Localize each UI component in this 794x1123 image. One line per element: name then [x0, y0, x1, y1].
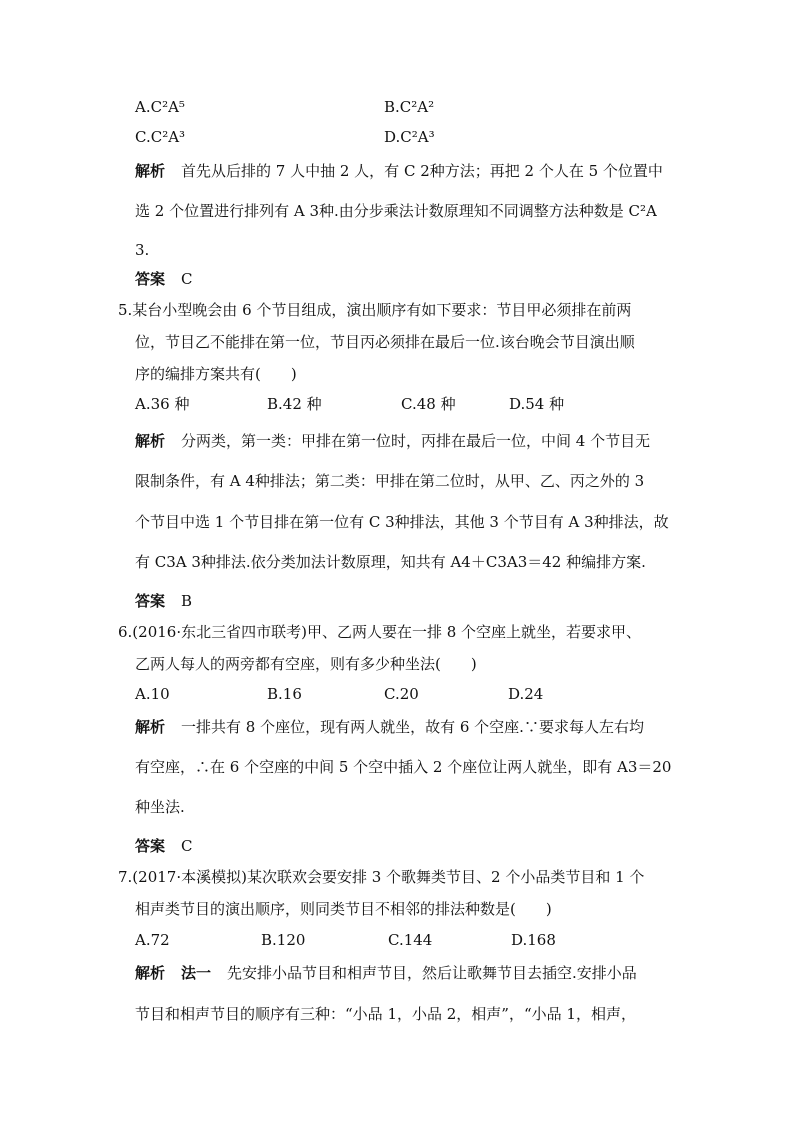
q7-stem-line-2: 相声类节目的演出顺序，则同类节目不相邻的排法种数是( ) — [135, 900, 552, 918]
q7-option-a: A.72 — [135, 931, 170, 949]
explanation-label: 解析 — [135, 718, 166, 736]
q7-option-b: B.120 — [261, 931, 306, 949]
q5-explanation-line-1 — [135, 431, 650, 451]
q6-option-a: A.10 — [135, 685, 170, 703]
q6-stem-line-2: 乙两人每人的两旁都有空座，则有多少种坐法( ) — [135, 655, 477, 673]
answer-value: C — [181, 270, 193, 288]
q5-option-a: A.36 种 — [135, 395, 190, 413]
q6-option-b: B.16 — [267, 685, 302, 703]
method-label: 法一 — [181, 964, 212, 982]
explanation-text: 一排共有 8 个座位，现有两人就坐，故有 6 个空座.∵要求每人左右均 — [181, 718, 644, 736]
q5-stem-line-1: 5.某台小型晚会由 6 个节目组成，演出顺序有如下要求：节目甲必须排在前两 — [118, 301, 632, 319]
explanation-text: 先安排小品节目和相声节目，然后让歌舞节目去插空.安排小品 — [227, 964, 637, 982]
q7-option-d: D.168 — [511, 931, 556, 949]
answer-label: 答案 — [135, 270, 166, 288]
q5-explanation-line-4: 有 C3A 3种排法.依分类加法计数原理，知共有 A4＋C3A3＝42 种编排方案. — [135, 553, 646, 571]
q5-answer — [135, 591, 192, 611]
q4-option-a: A.C²A⁵ — [135, 98, 185, 116]
explanation-label: 解析 — [135, 432, 166, 450]
q7-option-c: C.144 — [388, 931, 433, 949]
answer-value: C — [181, 837, 193, 855]
q5-option-d: D.54 种 — [509, 395, 565, 413]
answer-label: 答案 — [135, 837, 166, 855]
q4-explanation-line-2: 选 2 个位置进行排列有 A 3种.由分步乘法计数原理知不同调整方法种数是 C²A — [135, 202, 657, 220]
q4-explanation-line-3: 3. — [135, 241, 150, 259]
answer-value: B — [181, 592, 193, 610]
explanation-text: 分两类，第一类：甲排在第一位时，丙排在最后一位，中间 4 个节目无 — [181, 432, 651, 450]
explanation-text: 首先从后排的 7 人中抽 2 人，有 C 2种方法；再把 2 个人在 5 个位置中 — [181, 162, 663, 180]
q5-explanation-line-2: 限制条件，有 A 4种排法；第二类：甲排在第二位时，从甲、乙、丙之外的 3 — [135, 472, 645, 490]
q5-stem-line-2: 位，节目乙不能排在第一位，节目丙必须排在最后一位.该台晚会节目演出顺 — [135, 333, 635, 351]
q5-option-c: C.48 种 — [401, 395, 456, 413]
q6-explanation-line-1 — [135, 717, 644, 737]
q6-option-c: C.20 — [384, 685, 419, 703]
q7-explanation-line-1 — [135, 963, 637, 983]
q6-explanation-line-3: 种坐法. — [135, 798, 185, 816]
explanation-label: 解析 — [135, 964, 166, 982]
q6-option-d: D.24 — [508, 685, 544, 703]
q4-explanation-line-1 — [135, 161, 663, 181]
q4-option-b: B.C²A² — [384, 98, 435, 116]
q5-explanation-line-3: 个节目中选 1 个节目排在第一位有 C 3种排法，其他 3 个节目有 A 3种排法，故 — [135, 513, 669, 531]
q6-stem-line-1: 6.(2016·东北三省四市联考)甲、乙两人要在一排 8 个空座上就坐，若要求甲、 — [118, 623, 642, 641]
q7-explanation-line-2: 节目和相声节目的顺序有三种：“小品 1，小品 2，相声”，“小品 1，相声， — [135, 1005, 636, 1023]
q5-option-b: B.42 种 — [267, 395, 322, 413]
q4-option-d: D.C²A³ — [384, 128, 435, 146]
q6-answer — [135, 836, 193, 856]
explanation-label: 解析 — [135, 162, 166, 180]
answer-label: 答案 — [135, 592, 166, 610]
q5-stem-line-3: 序的编排方案共有( ) — [135, 365, 297, 383]
q7-stem-line-1: 7.(2017·本溪模拟)某次联欢会要安排 3 个歌舞类节目、2 个小品类节目和 1 个 — [118, 868, 645, 886]
q6-explanation-line-2: 有空座，∴在 6 个空座的中间 5 个空中插入 2 个座位让两人就坐，即有 A3＝20 — [135, 758, 672, 776]
q4-answer — [135, 269, 193, 289]
q4-option-c: C.C²A³ — [135, 128, 186, 146]
